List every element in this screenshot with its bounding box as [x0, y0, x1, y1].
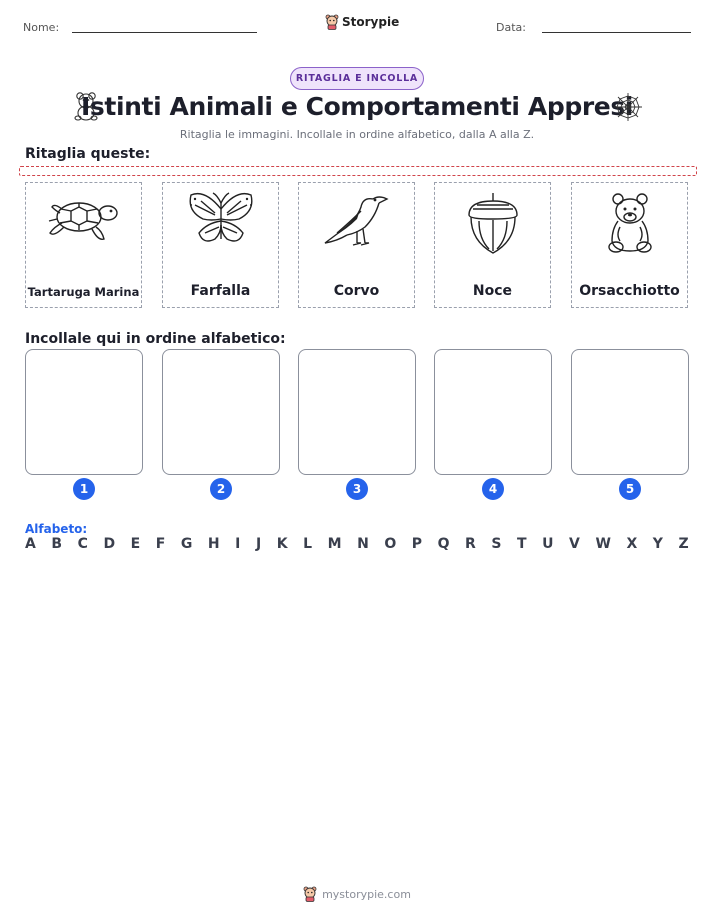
name-label: Nome:: [23, 21, 60, 34]
alphabet-letter: J: [255, 536, 262, 552]
alphabet-letter: Y: [652, 536, 663, 552]
page-title: Istinti Animali e Comportamenti Appresi: [81, 92, 633, 121]
alphabet-letter: H: [207, 536, 220, 552]
paste-section-label: Incollale qui in ordine alfabetico:: [25, 331, 286, 347]
slot-number-4: 4: [482, 478, 504, 500]
spider-web-icon: [613, 92, 643, 122]
instructions: Ritaglia le immagini. Incollale in ordine alfabetico, dalla A alla Z.: [179, 128, 535, 141]
card-label: Noce: [472, 283, 513, 299]
sea-turtle-icon: [44, 189, 124, 251]
alphabet-letter: M: [327, 536, 342, 552]
alphabet-letter: I: [235, 536, 241, 552]
footer: [0, 886, 714, 902]
card-label: Corvo: [333, 283, 380, 299]
alphabet-letter: E: [130, 536, 141, 552]
paste-slot-5[interactable]: [571, 349, 689, 475]
crow-icon: [317, 189, 397, 251]
nut-icon: [453, 189, 533, 255]
alphabet-letter: O: [384, 536, 397, 552]
cutout-card-crow[interactable]: [298, 182, 415, 308]
storypie-mascot-icon: [325, 14, 339, 30]
alphabet-letter: R: [465, 536, 476, 552]
storypie-mascot-icon: [303, 886, 317, 902]
card-label: Tartaruga Marina: [27, 285, 140, 299]
alphabet-letter: D: [103, 536, 116, 552]
alphabet-letter: P: [411, 536, 423, 552]
alphabet-letter: K: [276, 536, 288, 552]
cutout-card-butterfly[interactable]: [162, 182, 279, 308]
storypie-logo: [325, 14, 399, 30]
alphabet-letter: S: [491, 536, 502, 552]
alphabet-label: Alfabeto:: [25, 522, 88, 536]
cut-section-label: Ritaglia queste:: [25, 146, 151, 162]
alphabet-letter: C: [77, 536, 88, 552]
alphabet-letter: L: [303, 536, 313, 552]
date-line[interactable]: [542, 32, 691, 33]
name-line[interactable]: [72, 32, 257, 33]
alphabet-letter: A: [25, 536, 36, 552]
alphabet-letter: G: [180, 536, 193, 552]
cutout-card-nut[interactable]: [434, 182, 551, 308]
teddy-bear-icon: [590, 189, 670, 255]
alphabet-letter: F: [155, 536, 166, 552]
alphabet-letter: N: [357, 536, 369, 552]
alphabet-letter: Z: [678, 536, 689, 552]
slot-number-2: 2: [210, 478, 232, 500]
alphabet-letter: U: [542, 536, 554, 552]
alphabet-letter: X: [626, 536, 638, 552]
brand-name: Storypie: [342, 15, 400, 29]
paste-slot-4[interactable]: [434, 349, 552, 475]
paste-slot-1[interactable]: [25, 349, 143, 475]
paste-slot-2[interactable]: [162, 349, 280, 475]
alphabet-letter: V: [569, 536, 580, 552]
butterfly-icon: [181, 189, 261, 251]
card-label: Farfalla: [190, 283, 251, 299]
alphabet-letter: W: [595, 536, 611, 552]
cutout-card-teddy-bear[interactable]: [571, 182, 688, 308]
alphabet-letter: Q: [437, 536, 450, 552]
slot-number-5: 5: [619, 478, 641, 500]
activity-badge: RITAGLIA E INCOLLA: [290, 67, 424, 90]
alphabet-row: [25, 536, 689, 552]
date-label: Data:: [496, 21, 526, 34]
footer-url[interactable]: mystorypie.com: [322, 887, 411, 901]
card-label: Orsacchiotto: [579, 283, 680, 299]
slot-number-3: 3: [346, 478, 368, 500]
alphabet-letter: B: [51, 536, 63, 552]
slot-number-1: 1: [73, 478, 95, 500]
cut-guide-line: [19, 166, 697, 176]
alphabet-letter: T: [517, 536, 527, 552]
cutout-card-sea-turtle[interactable]: [25, 182, 142, 308]
paste-slot-3[interactable]: [298, 349, 416, 475]
